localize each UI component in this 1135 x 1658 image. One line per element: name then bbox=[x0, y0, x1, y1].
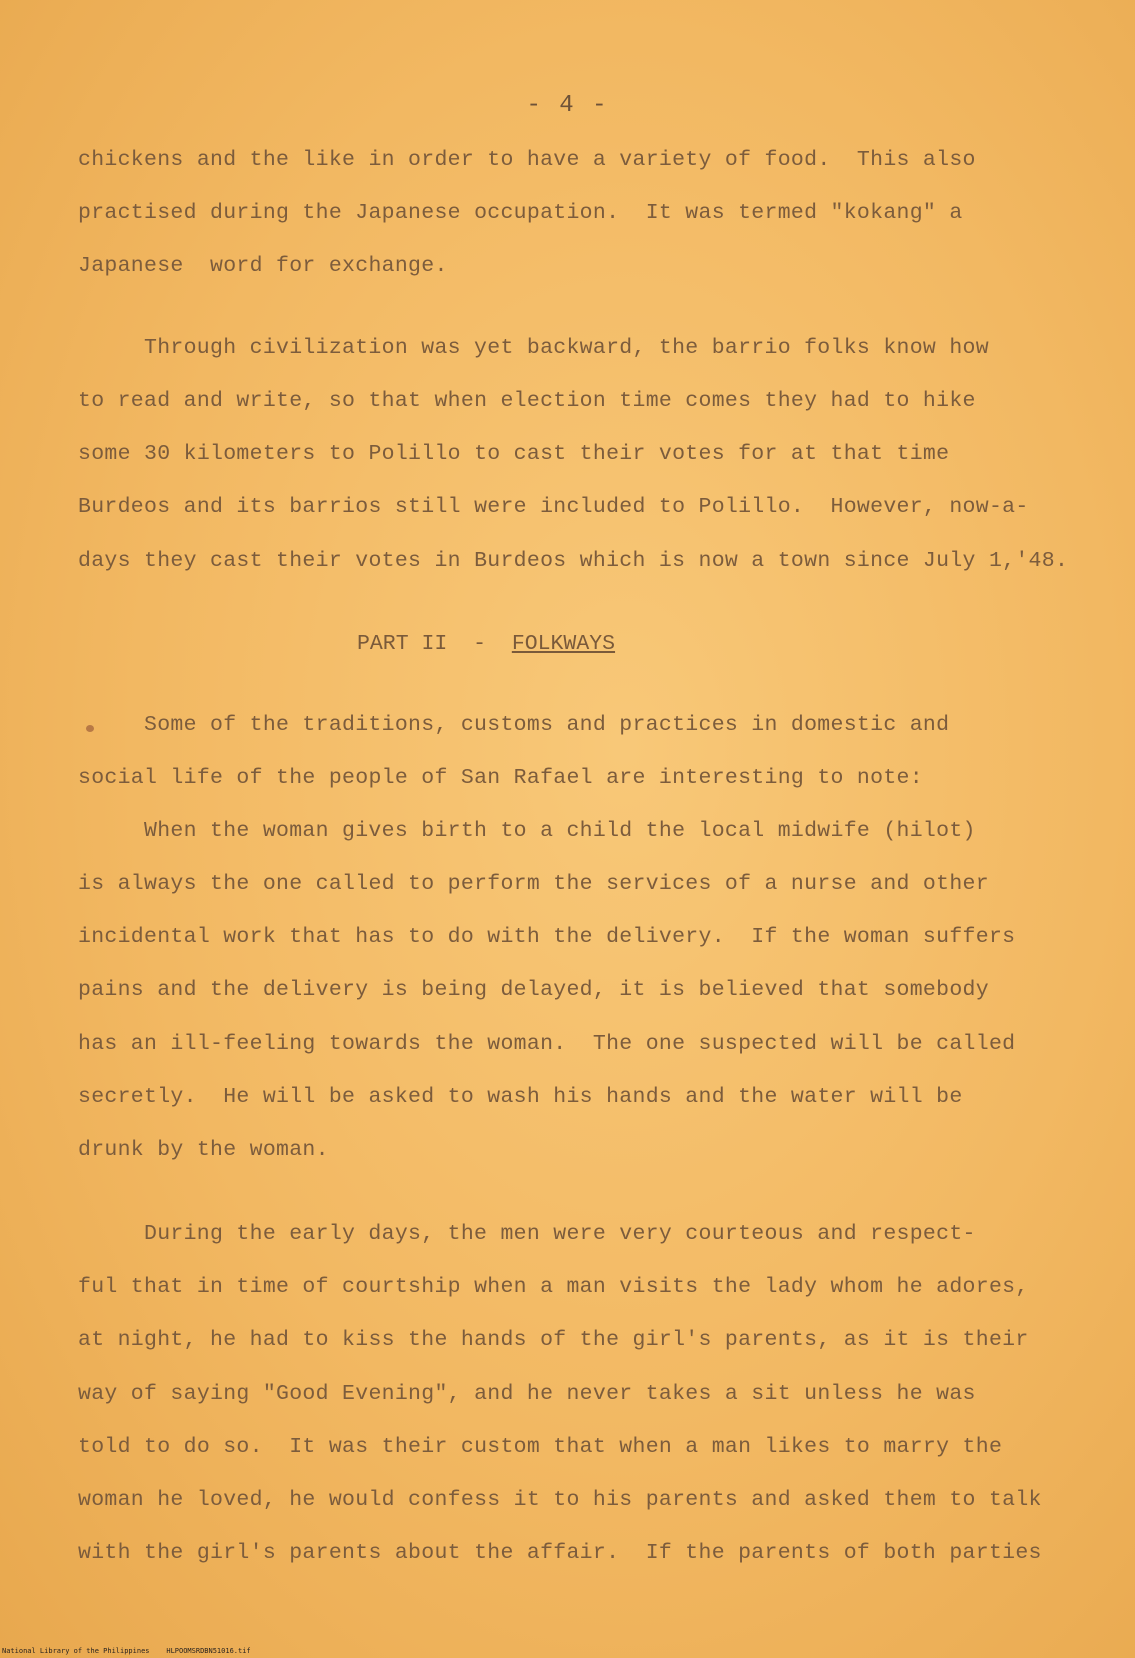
page-number: - 4 - bbox=[526, 92, 609, 119]
text-line: drunk by the woman. bbox=[78, 1138, 329, 1162]
text-line: days they cast their votes in Burdeos which is now a town since July 1,'48. bbox=[78, 549, 1069, 573]
text-line: woman he loved, he would confess it to his parents and asked them to talk bbox=[78, 1488, 1042, 1512]
part-heading-prefix: PART II - bbox=[357, 632, 512, 656]
text-line: chickens and the like in order to have a variety of food. This also bbox=[78, 148, 976, 172]
text-line: to read and write, so that when election time comes they had to hike bbox=[78, 389, 976, 413]
text-line: way of saying "Good Evening", and he never takes a sit unless he was bbox=[78, 1382, 976, 1406]
text-line: secretly. He will be asked to wash his hands and the water will be bbox=[78, 1085, 963, 1109]
text-line: some 30 kilometers to Polillo to cast their votes for at that time bbox=[78, 442, 950, 466]
text-line: social life of the people of San Rafael are interesting to note: bbox=[78, 766, 923, 790]
part-heading-title: FOLKWAYS bbox=[511, 632, 616, 656]
text-line: When the woman gives birth to a child the local midwife (hilot) bbox=[144, 819, 976, 843]
part-heading bbox=[357, 632, 615, 656]
text-line: with the girl's parents about the affair. If the parents of both parties bbox=[78, 1541, 1042, 1565]
text-line: has an ill-feeling towards the woman. The one suspected will be called bbox=[78, 1032, 1016, 1056]
text-line: During the early days, the men were very courteous and respect- bbox=[144, 1222, 976, 1246]
text-line: Burdeos and its barrios still were included to Polillo. However, now-a- bbox=[78, 495, 1029, 519]
text-line: Some of the traditions, customs and practices in domestic and bbox=[144, 713, 950, 737]
text-line: at night, he had to kiss the hands of the girl's parents, as it is their bbox=[78, 1328, 1029, 1352]
text-line: practised during the Japanese occupation. It was termed "kokang" a bbox=[78, 201, 963, 225]
text-line: incidental work that has to do with the delivery. If the woman suffers bbox=[78, 925, 1016, 949]
text-line: told to do so. It was their custom that when a man likes to marry the bbox=[78, 1435, 1003, 1459]
ink-smudge bbox=[86, 725, 94, 732]
archive-footer: National Library of the Philippines HLPOOMSRDBN51016.tif bbox=[2, 1647, 251, 1655]
text-line: is always the one called to perform the services of a nurse and other bbox=[78, 872, 989, 896]
text-line: Japanese word for exchange. bbox=[78, 254, 448, 278]
text-line: ful that in time of courtship when a man visits the lady whom he adores, bbox=[78, 1275, 1029, 1299]
text-line: Through civilization was yet backward, the barrio folks know how bbox=[144, 336, 989, 360]
text-line: pains and the delivery is being delayed, it is believed that somebody bbox=[78, 978, 989, 1002]
